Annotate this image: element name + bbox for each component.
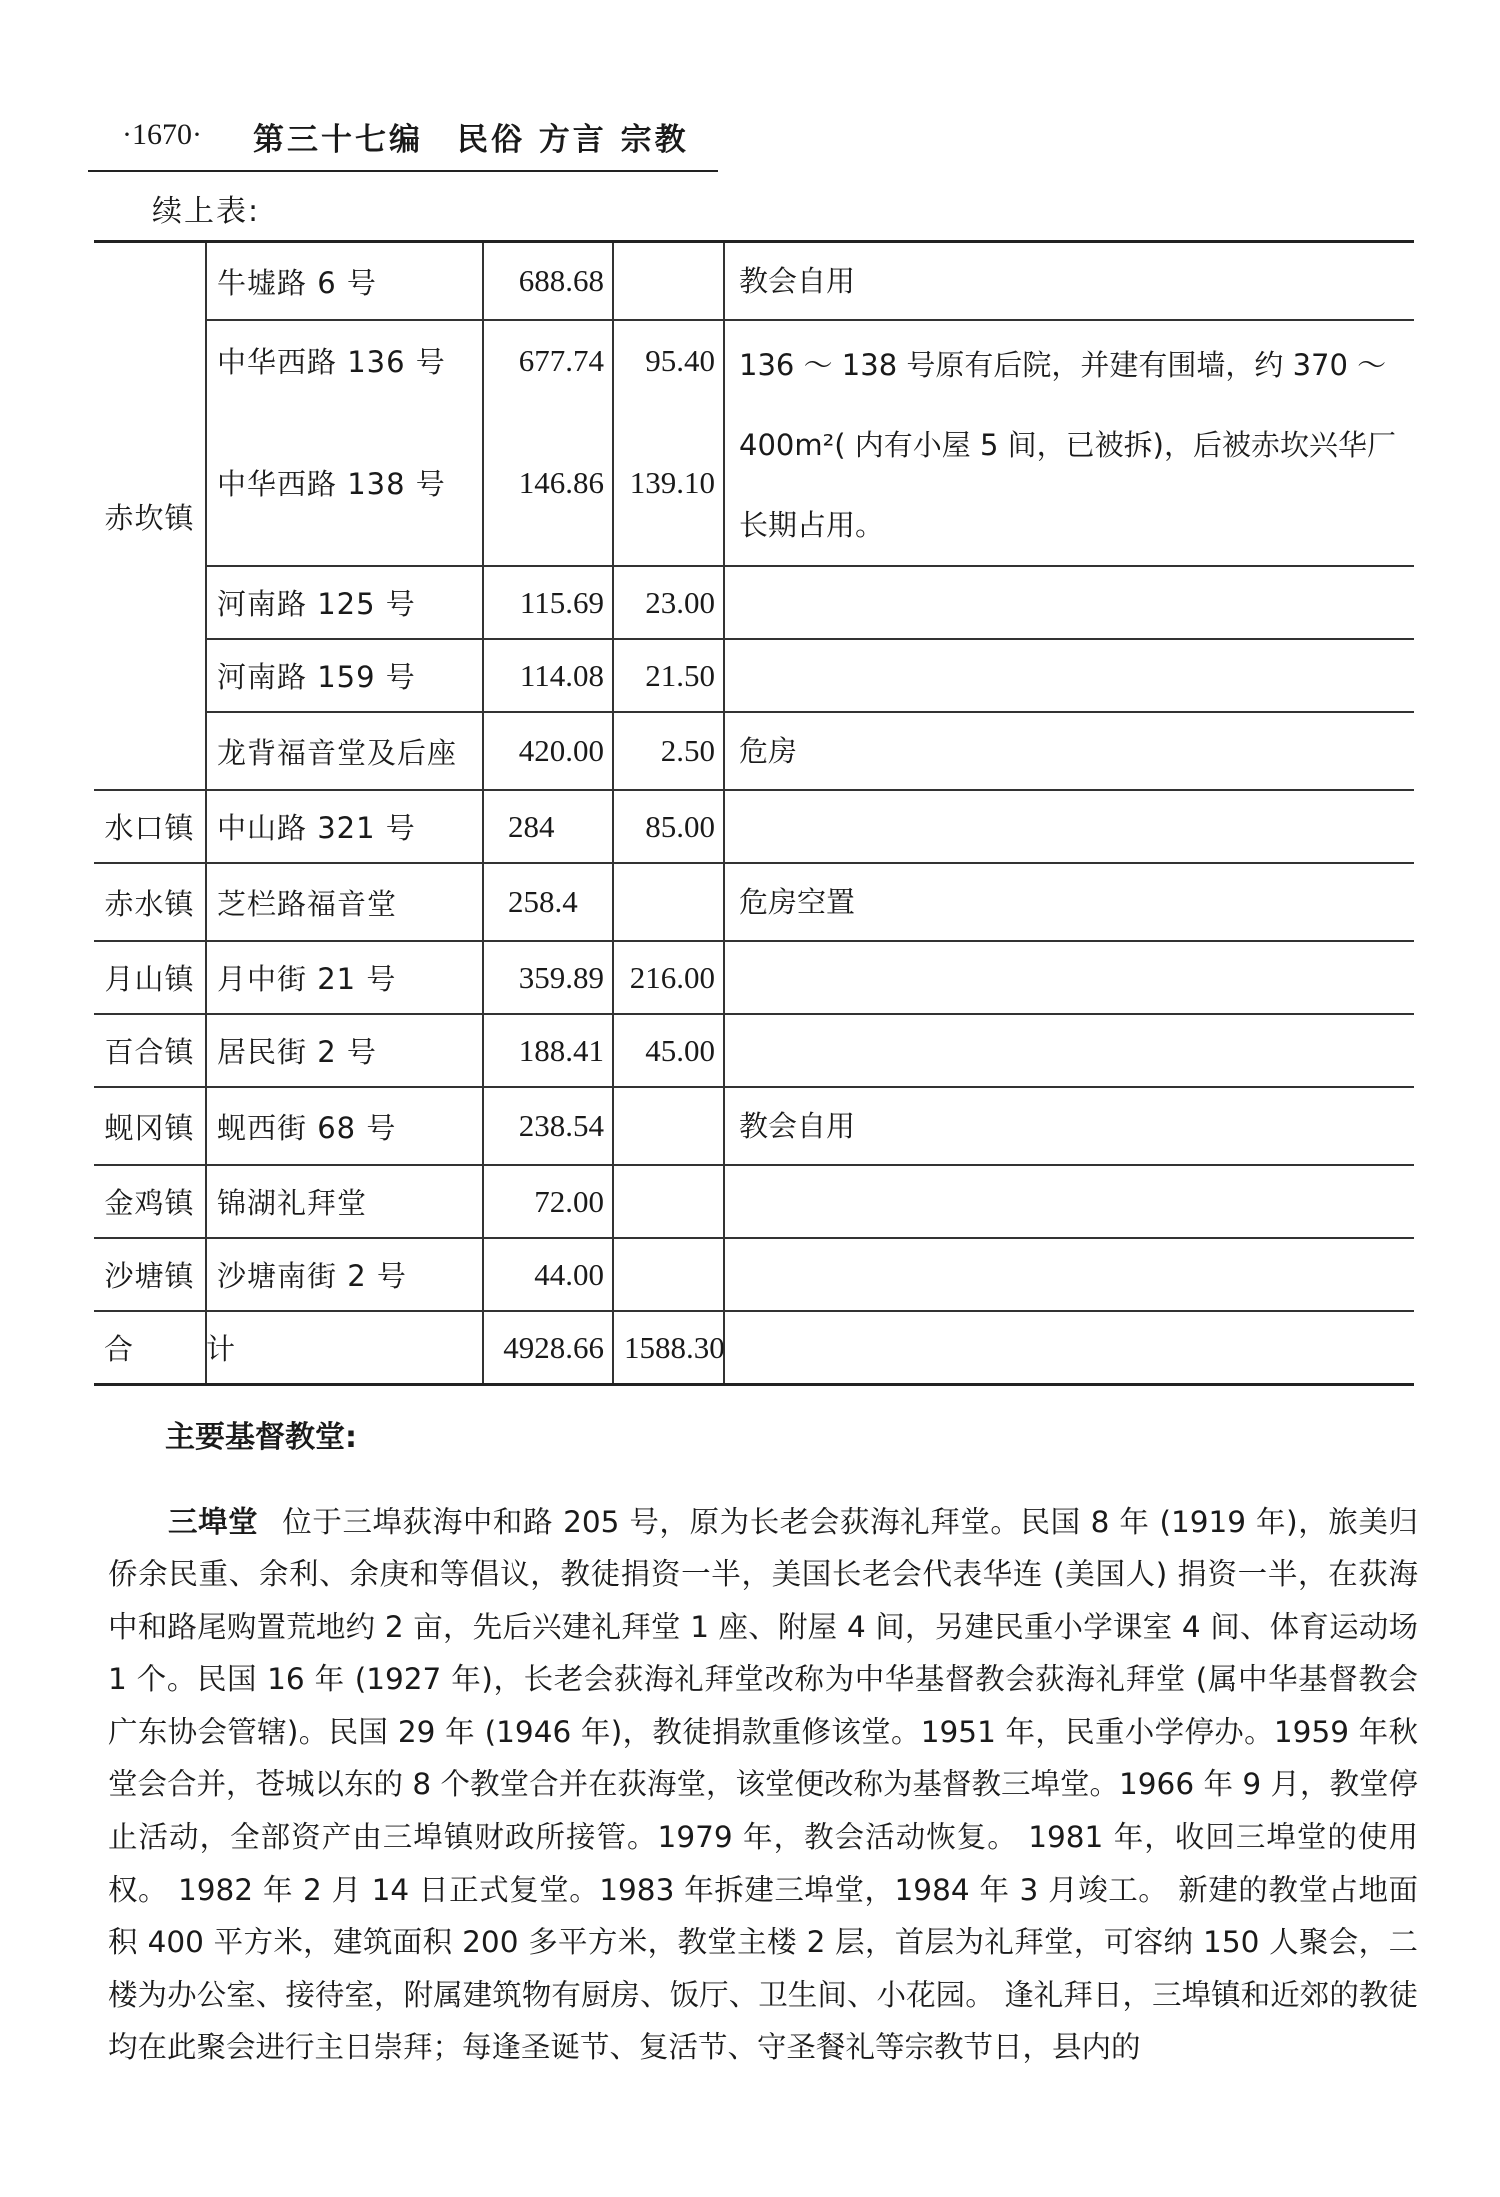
paragraph-lead: 三埠堂 (168, 1504, 259, 1539)
town-cell: 金鸡镇 (94, 1165, 206, 1238)
address-cell: 芝栏路福音堂 (206, 863, 483, 941)
value1-cell: 258.4 (483, 863, 613, 941)
value2-cell (613, 863, 724, 941)
value2-cell: 45.00 (613, 1014, 724, 1087)
town-cell: 月山镇 (94, 941, 206, 1014)
page-header (88, 112, 718, 172)
value1-cell: 284 (483, 790, 613, 863)
value2-cell: 23.00 (613, 566, 724, 639)
town-cell: 赤水镇 (94, 863, 206, 941)
address-cell: 中华西路 138 号 (206, 400, 483, 566)
body-paragraph (108, 1496, 1418, 2075)
address-cell: 中华西路 136 号 (206, 320, 483, 400)
value1-cell: 114.08 (483, 639, 613, 712)
value2-cell (613, 1238, 724, 1311)
address-cell: 龙背福音堂及后座 (206, 712, 483, 790)
total-value1: 4928.66 (483, 1311, 613, 1385)
town-cell: 赤坎镇 (94, 242, 206, 791)
table-row (94, 863, 1414, 941)
address-cell: 河南路 159 号 (206, 639, 483, 712)
value1-cell: 146.86 (483, 400, 613, 566)
table-total-row (94, 1311, 1414, 1385)
note-cell: 危房空置 (724, 863, 1414, 941)
table-row (94, 242, 1414, 321)
value1-cell: 115.69 (483, 566, 613, 639)
table-row (94, 1014, 1414, 1087)
town-cell: 百合镇 (94, 1014, 206, 1087)
table-row (94, 639, 1414, 712)
value2-cell: 216.00 (613, 941, 724, 1014)
note-cell (724, 639, 1414, 712)
town-cell: 水口镇 (94, 790, 206, 863)
table-row (94, 941, 1414, 1014)
note-cell: 136 ～ 138 号原有后院，并建有围墙，约 370 ～ 400m²( 内有小屋 5 间，已被拆)，后被赤坎兴华厂长期占用。 (724, 320, 1414, 566)
table-row (94, 712, 1414, 790)
table-row (94, 320, 1414, 400)
total-note-cell (724, 1311, 1414, 1385)
total-label: 合 计 (94, 1311, 206, 1385)
continued-label: 续上表: (152, 194, 261, 229)
value1-cell: 688.68 (483, 242, 613, 321)
table-row (94, 1165, 1414, 1238)
note-cell (724, 1238, 1414, 1311)
section-title: 主要基督教堂: (165, 1420, 357, 1455)
value2-cell (613, 242, 724, 321)
total-value2: 1588.30 (613, 1311, 724, 1385)
address-cell: 河南路 125 号 (206, 566, 483, 639)
note-cell (724, 941, 1414, 1014)
value2-cell: 2.50 (613, 712, 724, 790)
paragraph-body: 位于三埠荻海中和路 205 号，原为长老会荻海礼拜堂。民国 8 年 (1919 年)，旅美归侨余民重、余利、余庚和等倡议，教徒捐资一半，美国长老会代表华连 (美国人) 捐资一半，在荻海中和路尾购置荒地约 2 亩，先后兴建礼拜堂 1 座、附屋 4 间，另建民重小学课室 4 间、体育运动场 1 个。民国 16 年 (1927 年)，长老会荻海礼拜堂改称为中华基督教会荻海礼拜堂 (属中华基督教会广东协会管辖)。民国 29 年 (1946 年)，教徒捐款重修该堂。1951 年，民重小学停办。1959 年秋堂会合并，苍城以东的 8 个教堂合并在荻海堂，该堂便改称为基督教三埠堂。1966 年 9 月，教堂停止活动，全部资产由三埠镇财政所接管。1979 年，教会活动恢复。 1981 年，收回三埠堂的使用权。 1982 年 2 月 14 日正式复堂。1983 年拆建三埠堂，1984 年 3 月竣工。 新建的教堂占地面积 400 平方米，建筑面积 200 多平方米，教堂主楼 2 层，首层为礼拜堂，可容纳 150 人聚会，二楼为办公室、接待室，附属建筑物有厨房、饭厅、卫生间、小花园。 逢礼拜日，三埠镇和近郊的教徒均在此聚会进行主日崇拜；每逢圣诞节、复活节、守圣餐礼等宗教节日，县内的 (108, 1504, 1418, 2065)
value2-cell: 21.50 (613, 639, 724, 712)
value2-cell (613, 1165, 724, 1238)
note-cell (724, 790, 1414, 863)
note-cell: 教会自用 (724, 242, 1414, 321)
chapter-title: 第三十七编 民俗 方言 宗教 (253, 122, 689, 158)
page-number: ·1670· (122, 118, 202, 151)
value2-cell: 95.40 (613, 320, 724, 400)
value2-cell: 85.00 (613, 790, 724, 863)
town-cell: 蚬冈镇 (94, 1087, 206, 1165)
town-cell: 沙塘镇 (94, 1238, 206, 1311)
address-cell: 中山路 321 号 (206, 790, 483, 863)
address-cell: 锦湖礼拜堂 (206, 1165, 483, 1238)
address-cell: 蚬西街 68 号 (206, 1087, 483, 1165)
address-cell: 月中街 21 号 (206, 941, 483, 1014)
value1-cell: 188.41 (483, 1014, 613, 1087)
note-cell (724, 1014, 1414, 1087)
value2-cell (613, 1087, 724, 1165)
address-cell: 沙塘南街 2 号 (206, 1238, 483, 1311)
note-cell: 教会自用 (724, 1087, 1414, 1165)
note-cell (724, 566, 1414, 639)
church-property-table (94, 240, 1414, 1386)
value1-cell: 72.00 (483, 1165, 613, 1238)
table-row (94, 1087, 1414, 1165)
value1-cell: 359.89 (483, 941, 613, 1014)
table-row (94, 566, 1414, 639)
address-cell: 居民街 2 号 (206, 1014, 483, 1087)
value1-cell: 44.00 (483, 1238, 613, 1311)
note-cell (724, 1165, 1414, 1238)
table-row (94, 1238, 1414, 1311)
value2-cell: 139.10 (613, 400, 724, 566)
value1-cell: 238.54 (483, 1087, 613, 1165)
table-row (94, 790, 1414, 863)
address-cell: 牛墟路 6 号 (206, 242, 483, 321)
note-cell: 危房 (724, 712, 1414, 790)
value1-cell: 420.00 (483, 712, 613, 790)
value1-cell: 677.74 (483, 320, 613, 400)
